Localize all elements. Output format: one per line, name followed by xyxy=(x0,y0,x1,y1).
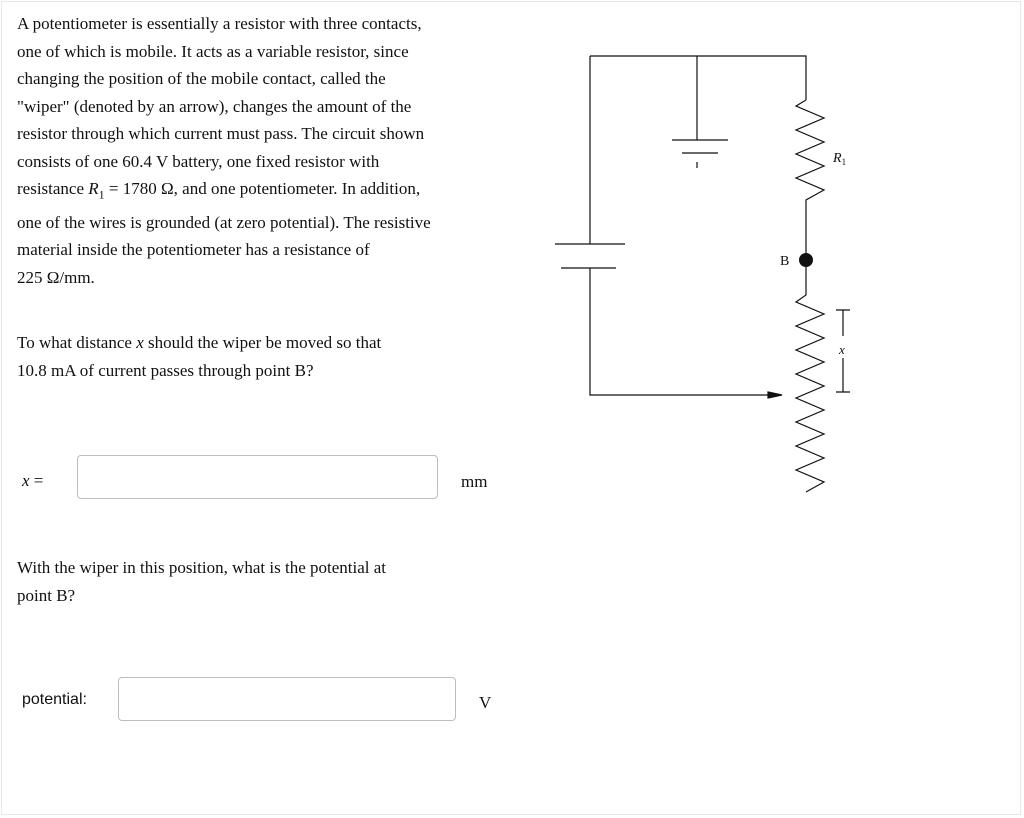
potentiometer-resistor xyxy=(796,260,824,492)
x-label-eq: = xyxy=(29,471,44,490)
q1-line2: 10.8 mA of current passes through point B? xyxy=(17,361,314,380)
potential-answer-label: potential: xyxy=(22,691,87,708)
node-b-label: B xyxy=(780,254,790,269)
ground-symbol xyxy=(672,56,728,168)
q2-line2: point B? xyxy=(17,586,76,605)
problem-intro xyxy=(17,10,497,291)
x-unit-label: mm xyxy=(461,472,488,491)
question-distance xyxy=(17,329,457,385)
x-dimension-label: x xyxy=(839,342,845,357)
x-answer-label xyxy=(22,471,43,491)
circuit-wire-left-lower xyxy=(590,268,768,395)
intro-line-7-rest: = 1780 Ω, and one potentiometer. In addition, xyxy=(104,179,421,198)
x-answer-input[interactable] xyxy=(77,455,438,499)
q1-part2: should the wiper be moved so that xyxy=(143,333,382,352)
intro-line-5: resistor through which current must pass. The circuit shown xyxy=(17,124,425,143)
intro-line-6: consists of one 60.4 V battery, one fixed resistor with xyxy=(17,151,380,171)
intro-line-9: material inside the potentiometer has a resistance of xyxy=(17,240,370,260)
wiper-arrow-icon xyxy=(768,392,782,398)
q1-var: x xyxy=(136,333,144,352)
intro-line-1: A potentiometer is essentially a resistor with three contacts, xyxy=(17,14,422,33)
circuit-wire-top xyxy=(590,56,806,100)
r1-var: R xyxy=(88,179,99,198)
intro-line-2: one of which is mobile. It acts as a variable resistor, since xyxy=(17,41,409,61)
intro-line-7-prefix: resistance xyxy=(17,179,89,198)
x-label-var: x xyxy=(22,471,30,490)
intro-line-3: changing the position of the mobile contact, called the xyxy=(17,69,386,88)
question-potential xyxy=(17,554,457,610)
intro-line-10: 225 Ω/mm. xyxy=(17,267,95,287)
potential-answer-input[interactable] xyxy=(118,677,456,721)
r1-label xyxy=(832,151,846,167)
r1-sub: 1 xyxy=(98,187,105,202)
r1-label-var: R xyxy=(833,151,842,166)
q1-part1: To what distance xyxy=(17,333,137,352)
r1-label-sub: 1 xyxy=(841,157,847,167)
intro-line-8: one of the wires is grounded (at zero potential). The resistive xyxy=(17,212,431,232)
circuit-diagram xyxy=(550,40,870,510)
potential-unit-label: V xyxy=(479,693,492,712)
q2-line1: With the wiper in this position, what is the potential at xyxy=(17,558,387,577)
resistor-r1 xyxy=(796,100,824,260)
intro-line-4: "wiper" (denoted by an arrow), changes the amount of the xyxy=(17,96,412,116)
